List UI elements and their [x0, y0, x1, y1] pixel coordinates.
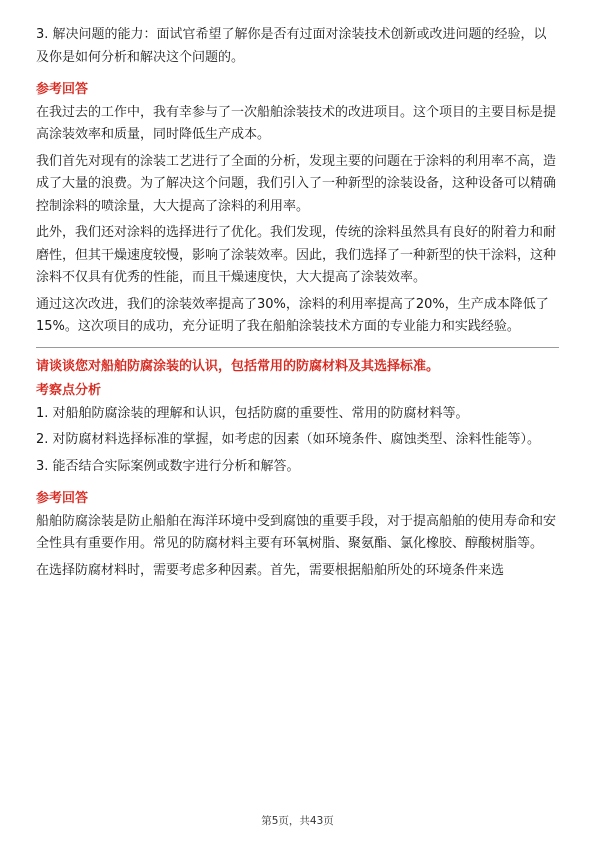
document-page	[36, 24, 559, 586]
answer-paragraph: 在选择防腐材料时，需要考虑多种因素。首先，需要根据船舶所处的环境条件来选	[36, 562, 505, 578]
answer-paragraph: 船舶防腐涂装是防止船舶在海洋环境中受到腐蚀的重要手段，对于提高船舶的使用寿命和安全性具有重要作用。常见的防腐材料主要有环氧树脂、聚氨酯、氯化橡胶、醇酸树脂等。	[36, 513, 557, 551]
answer-paragraph: 在我过去的工作中，我有幸参与了一次船舶涂装技术的改进项目。这个项目的主要目标是提高涂装效率和质量，同时降低生产成本。	[36, 104, 557, 142]
answer-heading: 参考回答	[36, 82, 89, 97]
analysis-item: 2. 对防腐材料选择标准的掌握，如考虑的因素（如环境条件、腐蚀类型、涂料性能等）。	[36, 432, 541, 447]
answer-paragraph: 此外，我们还对涂料的选择进行了优化。我们发现，传统的涂料虽然具有良好的附着力和耐磨性，但其干燥速度较慢，影响了涂装效率。因此，我们选择了一种新型的快干涂料，这种涂料不仅具有优秀的性能，而且干燥速度快，大大提高了涂装效率。	[36, 225, 557, 285]
analysis-item-3: 3. 解决问题的能力：面试官希望了解你是否有过面对涂装技术创新或改进问题的经验，以及你是如何分析和解决这个问题的。	[36, 27, 547, 65]
answer-heading: 参考回答	[36, 491, 89, 506]
analysis-heading: 考察点分析	[36, 383, 102, 398]
answer-paragraph: 我们首先对现有的涂装工艺进行了全面的分析，发现主要的问题在于涂料的利用率不高，造成了大量的浪费。为了解决这个问题，我们引入了一种新型的涂装设备，这种设备可以精确控制涂料的喷涂量，大大提高了涂料的利用率。	[36, 153, 557, 214]
page-number: 第5页，共43页	[261, 815, 334, 827]
analysis-item: 3. 能否结合实际案例或数字进行分析和解答。	[36, 458, 300, 474]
section-divider	[36, 347, 559, 348]
question-title: 请谈谈您对船舶防腐涂装的认识，包括常用的防腐材料及其选择标准。	[36, 358, 440, 374]
analysis-item: 1. 对船舶防腐涂装的理解和认识，包括防腐的重要性、常用的防腐材料等。	[36, 405, 469, 421]
answer-paragraph: 通过这次改进，我们的涂装效率提高了30%，涂料的利用率提高了20%，生产成本降低了15%。这次项目的成功，充分证明了我在船舶涂装技术方面的专业能力和实践经验。	[36, 296, 549, 334]
